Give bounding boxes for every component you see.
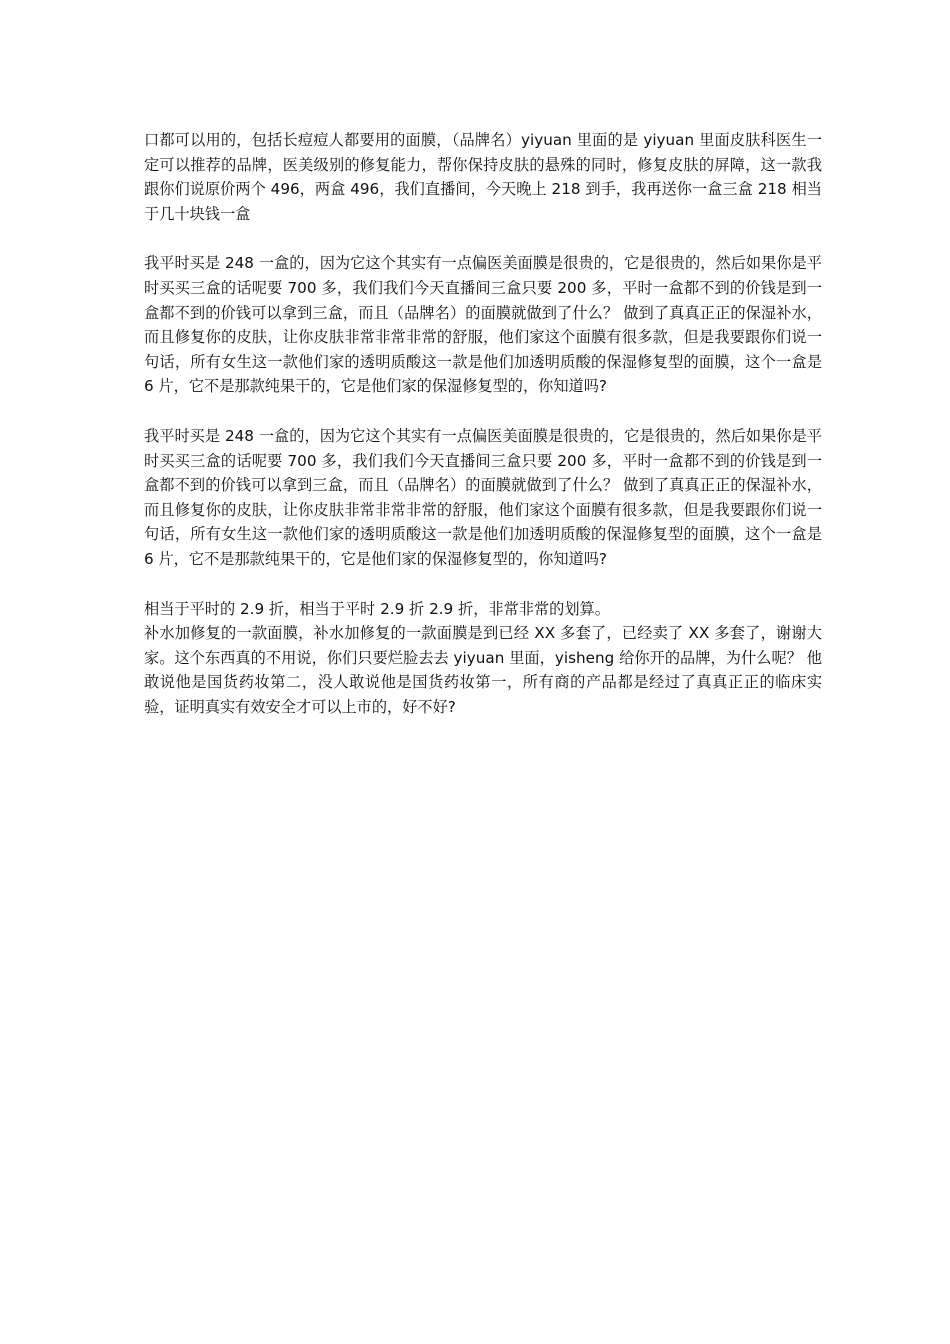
paragraph-spacer [144, 572, 822, 597]
document-page [144, 128, 822, 719]
paragraph-4: 相当于平时的 2.9 折，相当于平时 2.9 折 2.9 折，非常非常的划算。 [144, 599, 610, 618]
paragraph-1: 口都可以用的，包括长痘痘人都要用的面膜，（品牌名）yiyuan 里面的是 yiyuan 里面皮肤科医生一定可以推荐的品牌，医美级别的修复能力，帮你保持皮肤的悬殊的同时，修复皮肤的屏障，这一款我跟你们说原价两个 496，两盒 496，我们直播间，今天晚上 218 到手，我再送你一盒三盒 218 相当于几十块钱一盒 [144, 131, 822, 223]
paragraph-spacer [144, 399, 822, 424]
paragraph-5: 补水加修复的一款面膜，补水加修复的一款面膜是到已经 XX 多套了，已经卖了 XX 多套了，谢谢大家。这个东西真的不用说，你们只要烂脸去去 yiyuan 里面，yisheng 给你开的品牌，为什么呢？ 他敢说他是国货药妆第二，没人敢说他是国货药妆第一，所有商的产品都是经过了真真正正的临床实验，证明真实有效安全才可以上市的，好不好? [144, 624, 822, 716]
paragraph-2: 我平时买是 248 一盒的，因为它这个其实有一点偏医美面膜是很贵的，它是很贵的，然后如果你是平时买买三盒的话呢要 700 多，我们我们今天直播间三盒只要 200 多，平时一盒都不到的价钱是到一盒都不到的价钱可以拿到三盒，而且（品牌名）的面膜就做到了什么？ 做到了真真正正的保湿补水，而且修复你的皮肤，让你皮肤非常非常非常的舒服，他们家这个面膜有很多款，但是我要跟你们说一句话，所有女生这一款他们家的透明质酸这一款是他们加透明质酸的保湿修复型的面膜，这个一盒是 6 片，它不是那款纯果干的，它是他们家的保湿修复型的，你知道吗? [144, 254, 822, 396]
paragraph-spacer [144, 226, 822, 251]
paragraph-3: 我平时买是 248 一盒的，因为它这个其实有一点偏医美面膜是很贵的，它是很贵的，然后如果你是平时买买三盒的话呢要 700 多，我们我们今天直播间三盒只要 200 多，平时一盒都不到的价钱是到一盒都不到的价钱可以拿到三盒，而且（品牌名）的面膜就做到了什么？ 做到了真真正正的保湿补水，而且修复你的皮肤，让你皮肤非常非常非常的舒服，他们家这个面膜有很多款，但是我要跟你们说一句话，所有女生这一款他们家的透明质酸这一款是他们加透明质酸的保湿修复型的面膜，这个一盒是 6 片，它不是那款纯果干的，它是他们家的保湿修复型的，你知道吗? [144, 426, 822, 568]
